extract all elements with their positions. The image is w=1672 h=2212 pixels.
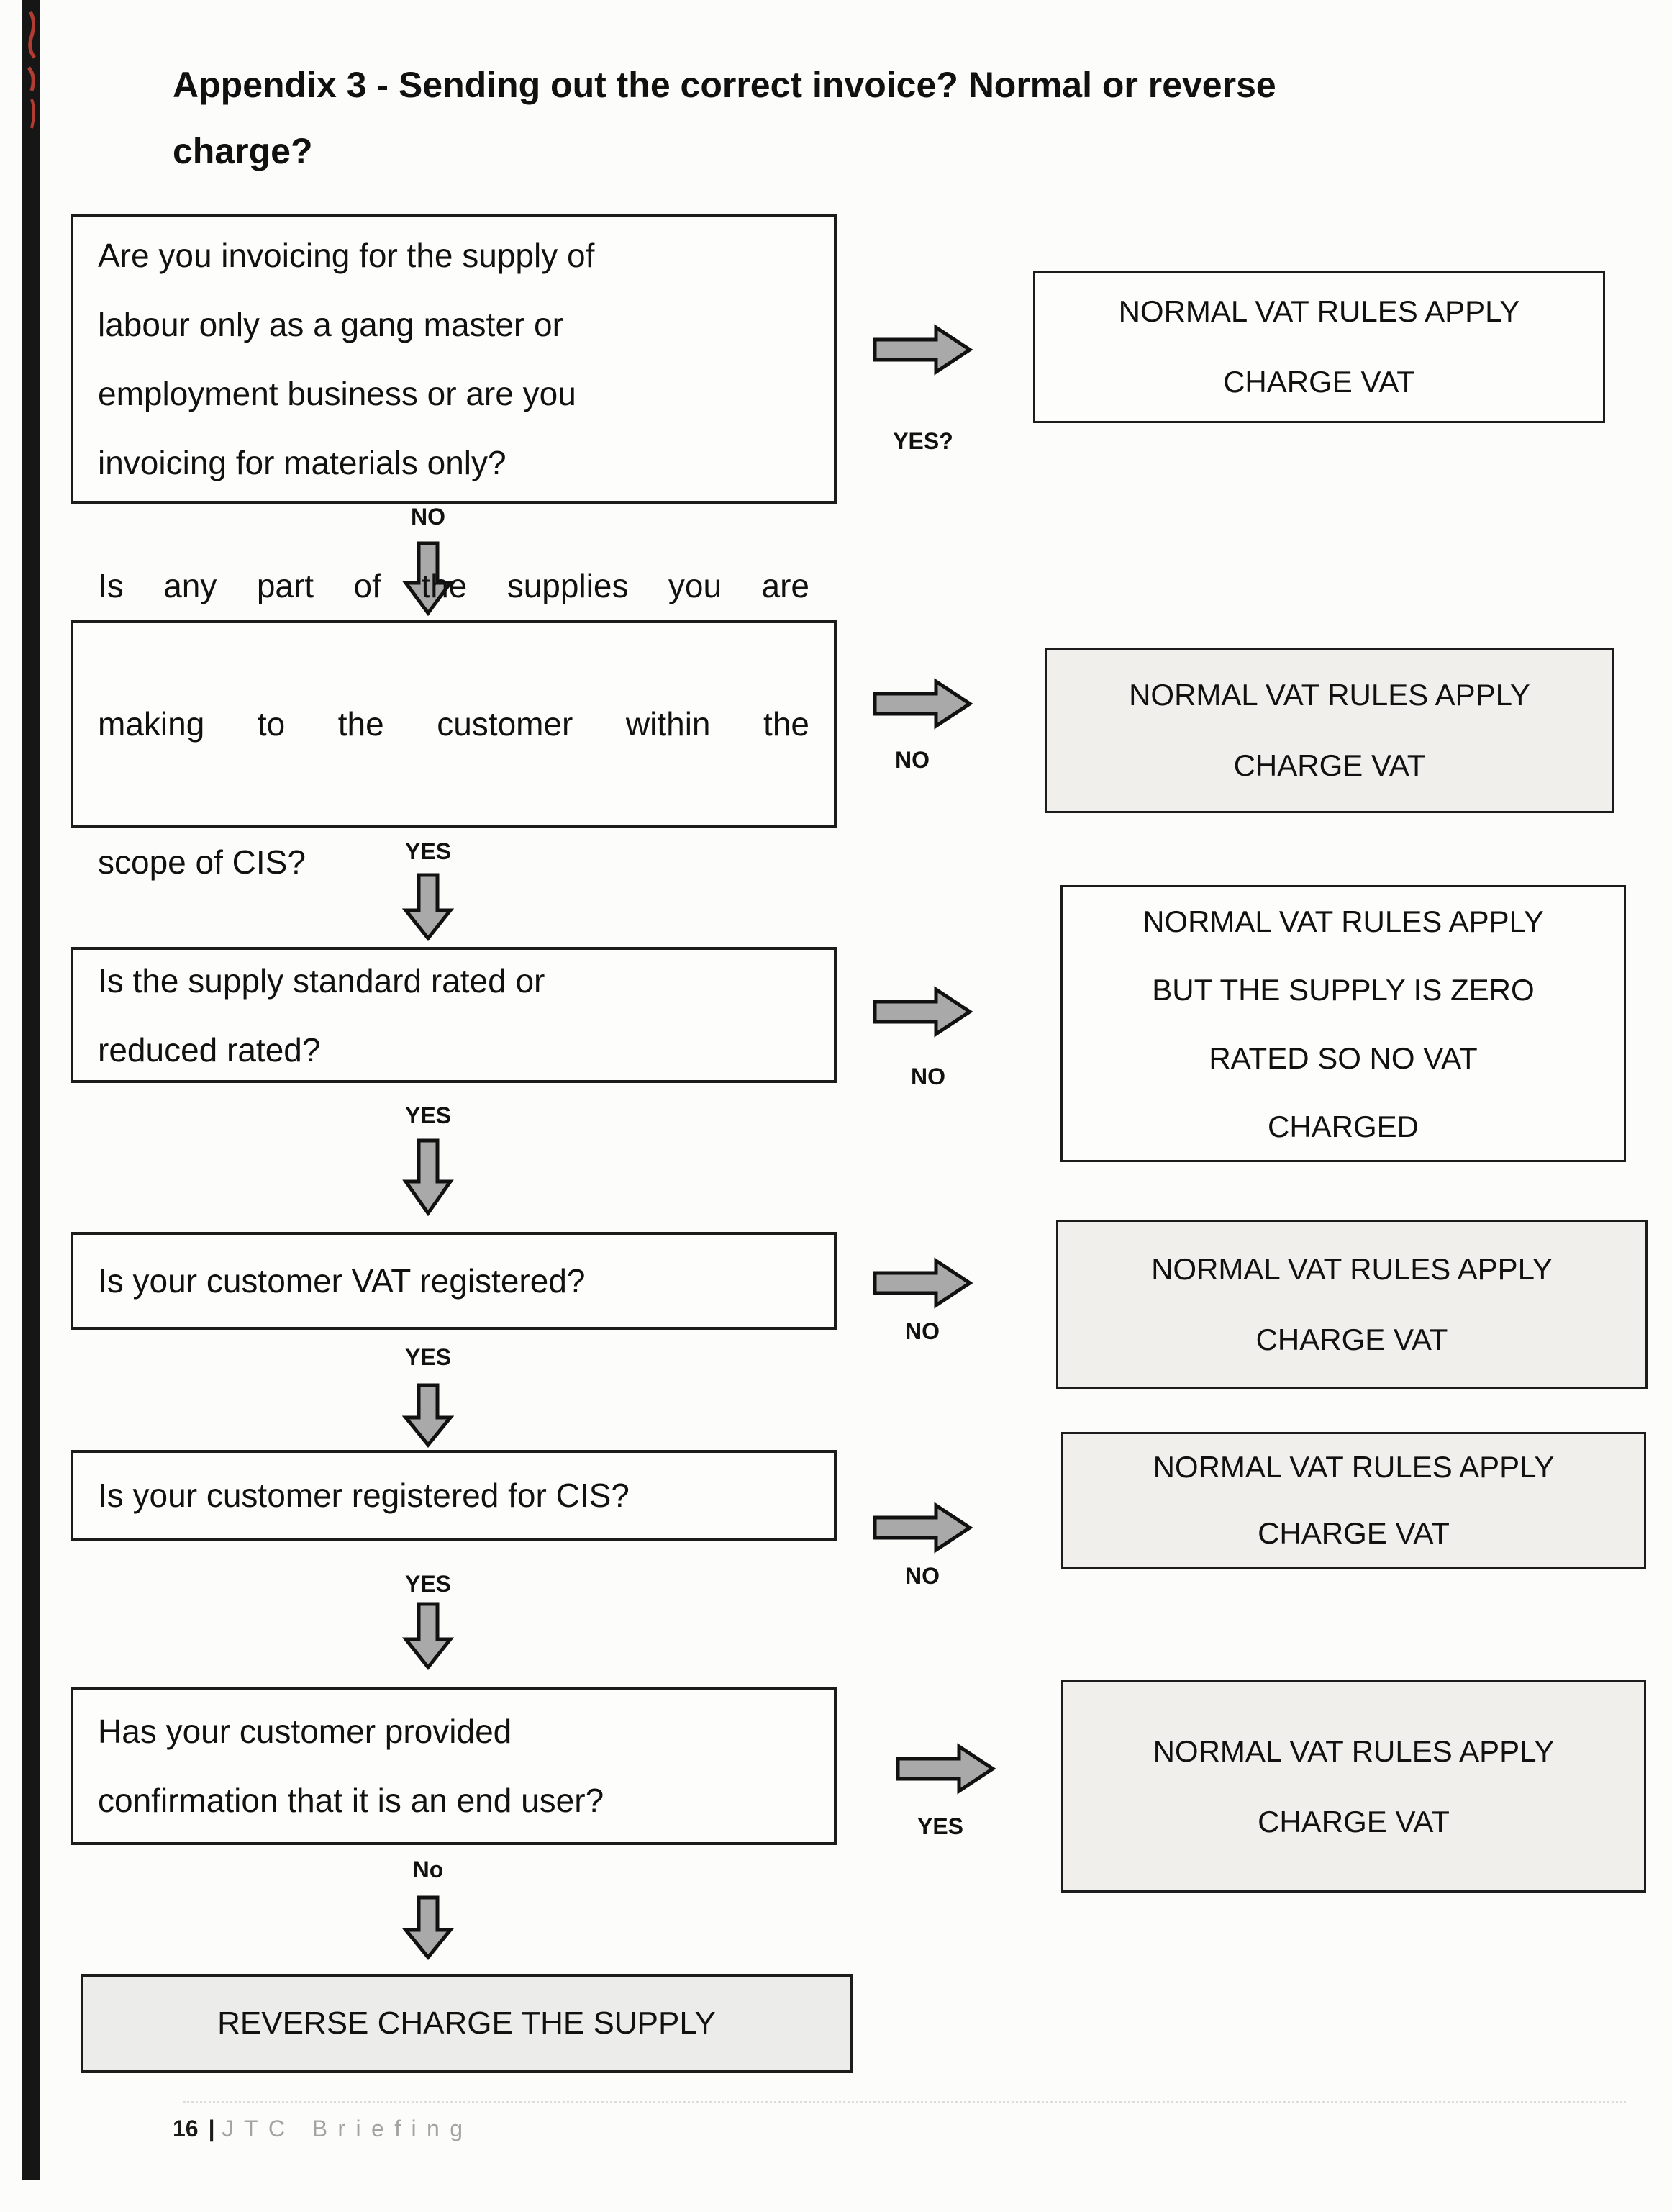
result-2-line: NORMAL VAT RULES APPLY bbox=[1129, 678, 1530, 712]
result-box-4 bbox=[1056, 1220, 1648, 1389]
result-1-line: NORMAL VAT RULES APPLY bbox=[1118, 294, 1520, 328]
branch-label-3: NO bbox=[911, 1064, 945, 1089]
page-title bbox=[173, 52, 1540, 184]
right-arrow-icon bbox=[873, 676, 973, 731]
question-1-line: employment business or are you bbox=[98, 374, 576, 412]
down-arrow-icon bbox=[402, 1383, 454, 1448]
page-title-line1: Appendix 3 - Sending out the correct invoice? Normal or reverse bbox=[173, 65, 1276, 105]
continue-label-6: No bbox=[412, 1857, 444, 1882]
continue-label-1: NO bbox=[411, 504, 445, 530]
question-2-line: scope of CIS? bbox=[98, 843, 306, 881]
continue-label-4: YES bbox=[404, 1344, 452, 1370]
question-3-line: reduced rated? bbox=[98, 1030, 321, 1069]
down-arrow-icon bbox=[402, 1602, 454, 1670]
question-4-line: Is your customer VAT registered? bbox=[98, 1262, 586, 1300]
result-box-6 bbox=[1061, 1680, 1646, 1893]
question-6-line: Has your customer provided bbox=[98, 1713, 512, 1750]
branch-label-5: NO bbox=[905, 1563, 940, 1589]
result-5-line: CHARGE VAT bbox=[1258, 1516, 1450, 1550]
result-1-line: CHARGE VAT bbox=[1223, 365, 1415, 399]
right-arrow-icon bbox=[873, 1500, 973, 1555]
result-3-line: NORMAL VAT RULES APPLY bbox=[1142, 904, 1544, 938]
result-2-line: CHARGE VAT bbox=[1233, 748, 1426, 782]
result-3-line: CHARGED bbox=[1267, 1109, 1419, 1143]
footer-brand: JTC Briefing bbox=[222, 2116, 473, 2141]
down-arrow-icon bbox=[402, 1895, 454, 1960]
question-5-line: Is your customer registered for CIS? bbox=[98, 1477, 630, 1514]
result-box-1 bbox=[1033, 271, 1605, 423]
result-box-2 bbox=[1045, 648, 1614, 813]
right-arrow-icon bbox=[896, 1741, 996, 1796]
scan-edge-artifact-bar bbox=[22, 0, 40, 2180]
continue-label-3: YES bbox=[404, 1102, 452, 1128]
right-arrow-icon bbox=[873, 322, 973, 377]
question-1-line: Are you invoicing for the supply of bbox=[98, 236, 595, 274]
result-6-line: CHARGE VAT bbox=[1258, 1804, 1450, 1839]
page-title-line2: charge? bbox=[173, 131, 313, 171]
question-1-line: invoicing for materials only? bbox=[98, 443, 506, 481]
final-result-box bbox=[81, 1974, 853, 2073]
result-box-5 bbox=[1061, 1432, 1646, 1569]
scan-red-marks bbox=[20, 4, 45, 137]
down-arrow-icon bbox=[402, 1138, 454, 1216]
branch-label-4: NO bbox=[905, 1318, 940, 1344]
footer-rule bbox=[183, 2101, 1626, 2103]
result-4-line: CHARGE VAT bbox=[1255, 1322, 1448, 1356]
question-box-5 bbox=[71, 1450, 837, 1541]
result-box-3 bbox=[1060, 885, 1626, 1162]
branch-label-1: YES? bbox=[893, 428, 953, 454]
question-2-line: Is any part of the supplies you are bbox=[98, 567, 809, 604]
question-6-line: confirmation that it is an end user? bbox=[98, 1782, 604, 1819]
question-3-line: Is the supply standard rated or bbox=[98, 961, 545, 1000]
final-result-label: REVERSE CHARGE THE SUPPLY bbox=[217, 2005, 716, 2041]
down-arrow-icon bbox=[402, 873, 454, 941]
result-4-line: NORMAL VAT RULES APPLY bbox=[1151, 1251, 1553, 1286]
continue-label-2: YES bbox=[404, 838, 452, 864]
question-box-1 bbox=[71, 214, 837, 504]
footer-separator: | bbox=[208, 2116, 215, 2141]
branch-label-2: NO bbox=[895, 747, 930, 773]
footer bbox=[173, 2116, 473, 2142]
question-2-line: making to the customer within the bbox=[98, 705, 809, 743]
result-6-line: NORMAL VAT RULES APPLY bbox=[1153, 1733, 1555, 1768]
branch-label-6: YES bbox=[917, 1813, 964, 1839]
right-arrow-icon bbox=[873, 1256, 973, 1310]
right-arrow-icon bbox=[873, 984, 973, 1039]
question-box-6 bbox=[71, 1687, 837, 1845]
result-5-line: NORMAL VAT RULES APPLY bbox=[1153, 1450, 1555, 1484]
result-3-line: BUT THE SUPPLY IS ZERO bbox=[1152, 972, 1535, 1007]
continue-label-5: YES bbox=[404, 1571, 452, 1597]
question-box-3 bbox=[71, 947, 837, 1083]
result-3-line: RATED SO NO VAT bbox=[1209, 1041, 1478, 1075]
page-number: 16 bbox=[173, 2116, 199, 2141]
question-box-4 bbox=[71, 1232, 837, 1330]
question-1-line: labour only as a gang master or bbox=[98, 305, 563, 343]
